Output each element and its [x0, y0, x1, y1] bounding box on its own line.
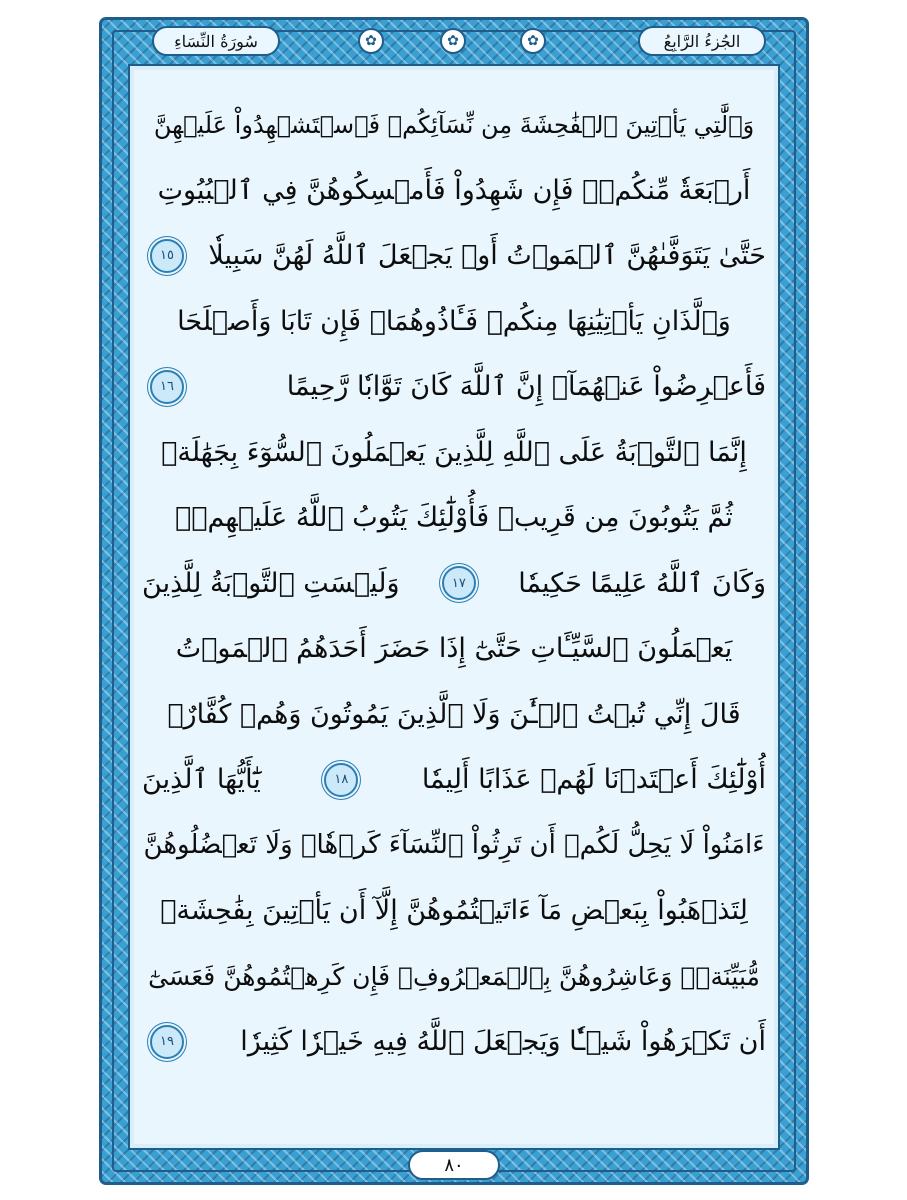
- ayah-number-marker: ١٧: [442, 566, 476, 600]
- ayah-number-marker: ١٥: [150, 239, 184, 273]
- verse-line: [142, 813, 766, 879]
- verse-line: [142, 354, 766, 420]
- verse-text: قَالَ إِنِّي تُبۡتُ ٱلۡـَٰٔنَ وَلَا ٱلَّذِينَ يَمُوتُونَ وَهُمۡ كُفَّارٌۚ: [167, 698, 741, 730]
- verse-line: [142, 551, 766, 617]
- verse-text: وَلَيۡسَتِ ٱلتَّوۡبَةُ لِلَّذِينَ: [142, 567, 400, 599]
- verse-line: [142, 747, 766, 813]
- ayah-number-marker: ١٨: [324, 763, 358, 797]
- header-flower-icon: ✿: [520, 28, 546, 54]
- verse-line: [142, 1009, 766, 1075]
- verse-text: أُوْلَٰٓئِكَ أَعۡتَدۡنَا لَهُمۡ عَذَابًا أَلِيمٗا: [421, 764, 766, 796]
- ayah-number-marker: ١٦: [150, 370, 184, 404]
- surah-title: سُورَةُ النِّسَاءِ: [152, 26, 280, 56]
- verse-text: يَٰٓأَيُّهَا ٱلَّذِينَ: [142, 764, 261, 796]
- verse-text: إِنَّمَا ٱلتَّوۡبَةُ عَلَى ٱللَّهِ لِلَّذِينَ يَعۡمَلُونَ ٱلسُّوٓءَ بِجَهَٰلَةٖ: [161, 436, 747, 468]
- header-flower-icon: ✿: [358, 28, 384, 54]
- verse-line: [142, 944, 766, 1010]
- verse-line: [142, 158, 766, 224]
- header-flower-icon: ✿: [440, 28, 466, 54]
- verse-text: وَٱلَّذَانِ يَأۡتِيَٰنِهَا مِنكُمۡ فَـَٔاذُوهُمَاۖ فَإِن تَابَا وَأَصۡلَحَا: [177, 305, 731, 337]
- verse-line: [142, 223, 766, 289]
- verse-text: وَٱلَّٰتِي يَأۡتِينَ ٱلۡفَٰحِشَةَ مِن نِّسَآئِكُمۡ فَٱسۡتَشۡهِدُواْ عَلَيۡهِنَّ: [153, 110, 755, 139]
- verse-text: مُّبَيِّنَةٖۚ وَعَاشِرُوهُنَّ بِٱلۡمَعۡرُوفِۚ فَإِن كَرِهۡتُمُوهُنَّ فَعَسَىٰٓ: [148, 961, 760, 991]
- verse-text: أَن تَكۡرَهُواْ شَيۡـٔٗا وَيَجۡعَلَ ٱللَّهُ فِيهِ خَيۡرٗا كَثِيرٗا: [240, 1026, 766, 1058]
- verse-text: وَكَانَ ٱللَّهُ عَلِيمًا حَكِيمٗا: [518, 567, 766, 599]
- verse-line: [142, 92, 766, 158]
- verse-text: ءَامَنُواْ لَا يَحِلُّ لَكُمۡ أَن تَرِثُواْ ٱلنِّسَآءَ كَرۡهٗاۖ وَلَا تَعۡضُلُوهُنَّ: [143, 830, 765, 861]
- verse-lines: [142, 92, 766, 1142]
- verse-text: لِتَذۡهَبُواْ بِبَعۡضِ مَآ ءَاتَيۡتُمُوهُنَّ إِلَّآ أَن يَأۡتِينَ بِفَٰحِشَةٖ: [160, 895, 748, 927]
- ayah-number-marker: ١٩: [150, 1025, 184, 1059]
- verse-text: فَأَعۡرِضُواْ عَنۡهُمَآۗ إِنَّ ٱللَّهَ كَانَ تَوَّابٗا رَّحِيمًا: [286, 371, 766, 403]
- page-number: ٨٠: [408, 1150, 500, 1180]
- verse-line: [142, 878, 766, 944]
- verse-line: [142, 616, 766, 682]
- verse-line: [142, 485, 766, 551]
- verse-text: ثُمَّ يَتُوبُونَ مِن قَرِيبٖ فَأُوْلَٰٓئِكَ يَتُوبُ ٱللَّهُ عَلَيۡهِمۡۗ: [175, 502, 733, 534]
- verse-line: [142, 420, 766, 486]
- verse-line: [142, 289, 766, 355]
- verse-text: أَرۡبَعَةٗ مِّنكُمۡۖ فَإِن شَهِدُواْ فَأَمۡسِكُوهُنَّ فِي ٱلۡبُيُوتِ: [157, 174, 751, 206]
- verse-line: [142, 682, 766, 748]
- juz-title: الجُزءُ الرَّابِعُ: [638, 26, 766, 56]
- verse-text: يَعۡمَلُونَ ٱلسَّيِّـَٔاتِ حَتَّىٰٓ إِذَا حَضَرَ أَحَدَهُمُ ٱلۡمَوۡتُ: [175, 633, 733, 665]
- verse-text: حَتَّىٰ يَتَوَفَّىٰهُنَّ ٱلۡمَوۡتُ أَوۡ يَجۡعَلَ ٱللَّهُ لَهُنَّ سَبِيلٗا: [208, 240, 766, 272]
